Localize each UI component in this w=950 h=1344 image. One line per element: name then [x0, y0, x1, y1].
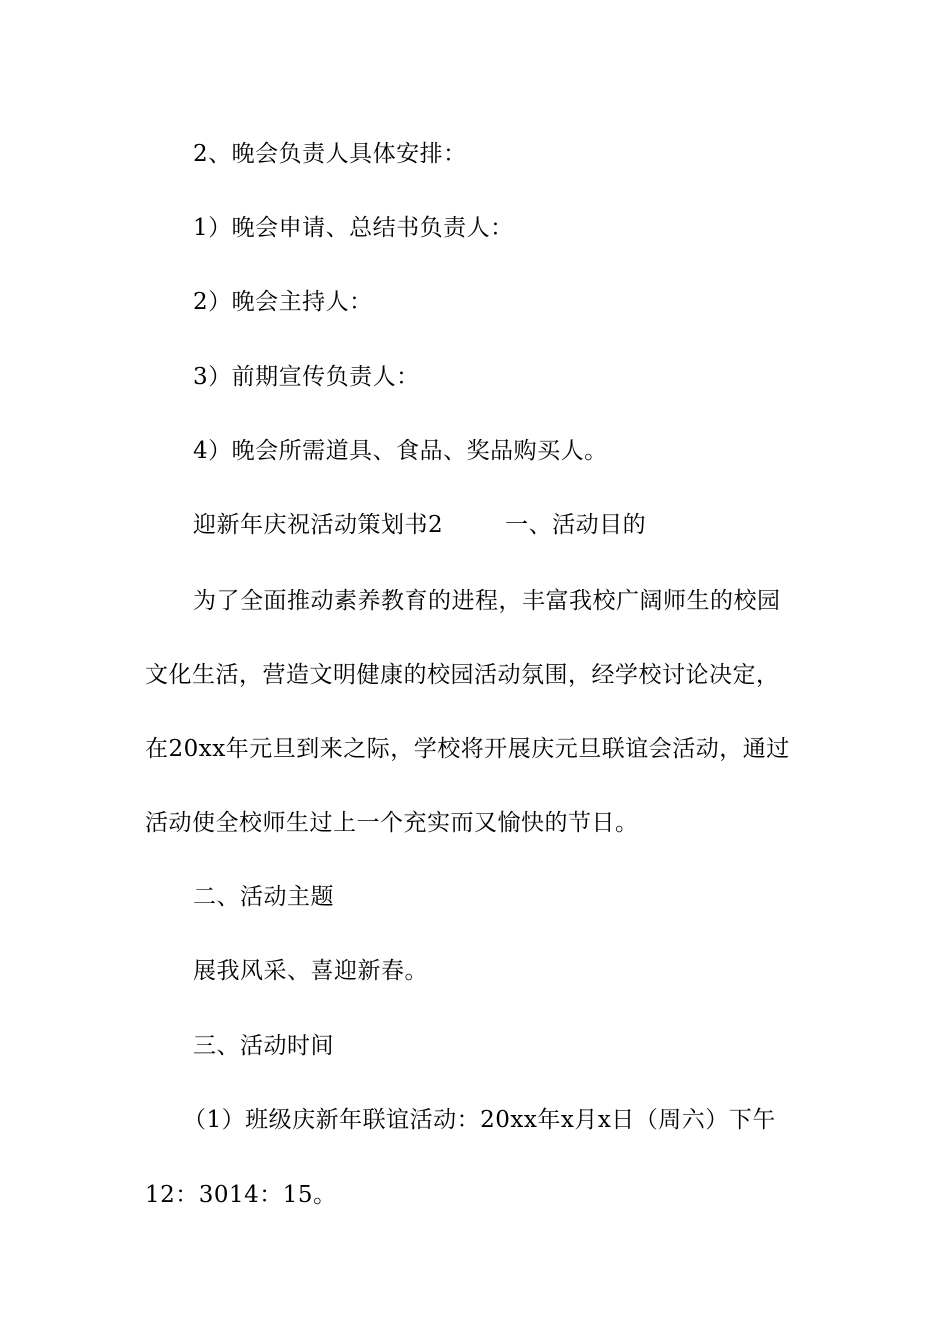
section-heading: 三、活动时间 — [193, 1033, 334, 1059]
text-line: 2）晚会主持人： — [193, 289, 373, 315]
paragraph-line: 在20xx年元旦到来之际，学校将开展庆元旦联谊会活动，通过 — [145, 736, 790, 762]
paragraph-line: 活动使全校师生过上一个充实而又愉快的节日。 — [145, 810, 639, 836]
section-heading: 二、活动主题 — [193, 884, 334, 910]
plan-title: 迎新年庆祝活动策划书2 — [193, 512, 444, 538]
text-line: 展我风采、喜迎新春。 — [193, 958, 428, 984]
text-line: 1）晚会申请、总结书负责人： — [193, 215, 514, 241]
text-line: 3）前期宣传负责人： — [193, 364, 420, 390]
text-line: 2、晚会负责人具体安排： — [193, 141, 467, 167]
section-heading-line — [193, 510, 823, 540]
section-heading: 一、活动目的 — [505, 512, 647, 538]
paragraph-line: 文化生活，营造文明健康的校园活动氛围，经学校讨论决定， — [145, 662, 780, 688]
text-line: 4）晚会所需道具、食品、奖品购买人。 — [193, 438, 608, 464]
paragraph-line: 为了全面推动素养教育的进程，丰富我校广阔师生的校园 — [193, 588, 781, 614]
paragraph-line: 12：3014：15。 — [145, 1182, 337, 1208]
paragraph-line: （1）班级庆新年联谊活动：20xx年x月x日（周六）下午 — [183, 1107, 776, 1133]
